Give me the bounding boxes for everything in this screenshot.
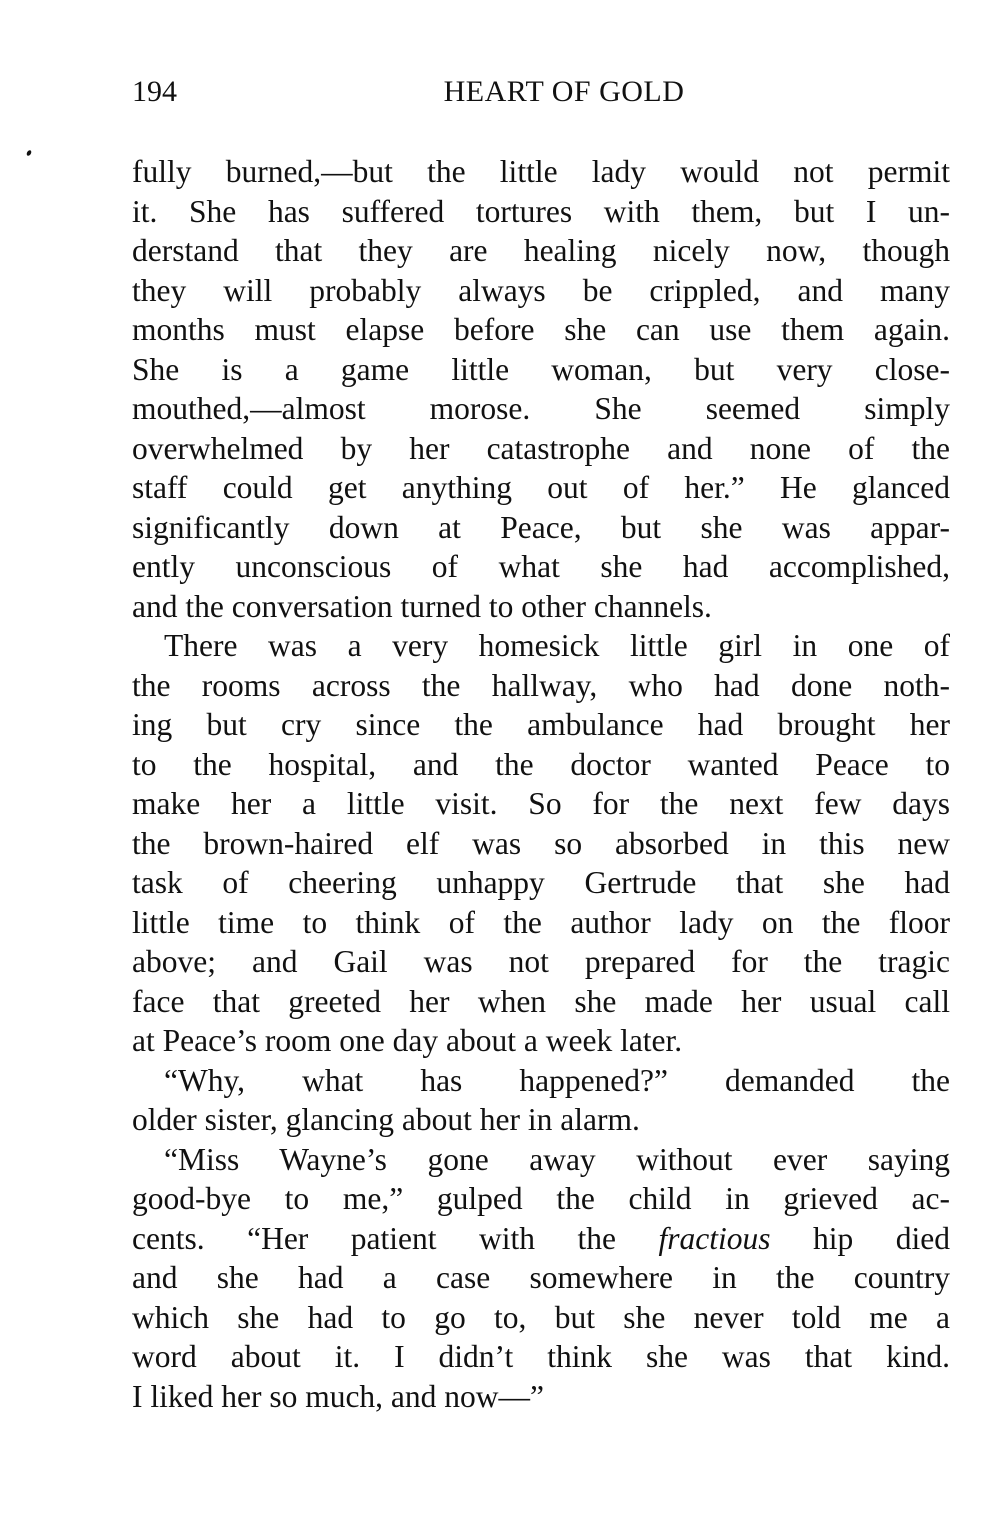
running-head [132,70,950,114]
paragraph-end-line: older sister, glancing about her in alarm. [132,1102,640,1137]
ink-speck [26,149,32,156]
text-line: ently unconscious of what she had accomplished, [132,549,950,584]
text-line: significantly down at Peace, but she was appar- [132,509,950,545]
paragraph-start-line: There was a very homesick little girl in one of [164,628,950,663]
paragraph-end-line: I liked her so much, and now—” [132,1378,545,1414]
page-number: 194 [132,75,177,108]
paragraph-start-line: “Why, what has happened?” demanded the [164,1062,950,1098]
paragraph-end-line: and the conversation turned to other channels. [132,588,712,624]
text-line: little time to think of the author lady on the floor [132,904,950,940]
text-line: She is a game little woman, but very close- [132,351,950,387]
text-line: face that greeted her when she made her usual call [132,983,950,1019]
text-line: the rooms across the hallway, who had done noth- [132,667,950,703]
text-line: derstand that they are healing nicely now, though [132,233,950,268]
text-line: fully burned,—but the little lady would not permit [132,154,950,189]
text-line: above; and Gail was not prepared for the tragic [132,944,950,979]
paragraph-end-line: at Peace’s room one day about a week later. [132,1023,683,1058]
text-line: mouthed,—almost morose. She seemed simply [132,391,950,426]
running-title: HEART OF GOLD [443,75,685,108]
text-line: word about it. I didn’t think she was that kind. [132,1339,950,1374]
text-line: ing but cry since the ambulance had brought her [132,707,950,742]
body-text [132,152,950,1416]
text-line: and she had a case somewhere in the country [132,1260,950,1295]
text-line: staff could get anything out of her.” He glanced [132,470,950,505]
text-line: good-bye to me,” gulped the child in grieved ac- [132,1181,950,1216]
text-line: which she had to go to, but she never told me a [132,1299,950,1335]
paragraph-start-line: “Miss Wayne’s gone away without ever saying [164,1141,950,1177]
text-line: task of cheering unhappy Gertrude that she had [132,865,950,900]
text-line-with-italic [132,1219,950,1259]
text-line: the brown-haired elf was so absorbed in this new [132,825,950,861]
line-segment: cents. “Her patient with the [132,1220,616,1256]
line-segment: hip died [813,1220,950,1256]
text-line: months must elapse before she can use them again. [132,312,950,347]
text-line: it. She has suffered tortures with them, but I un- [132,193,950,229]
italic-word: fractious [658,1220,771,1256]
text-line: make her a little visit. So for the next few days [132,786,950,821]
text-line: they will probably always be crippled, and many [132,272,950,308]
text-line: to the hospital, and the doctor wanted Peace to [132,746,950,782]
text-line: overwhelmed by her catastrophe and none of the [132,430,950,466]
